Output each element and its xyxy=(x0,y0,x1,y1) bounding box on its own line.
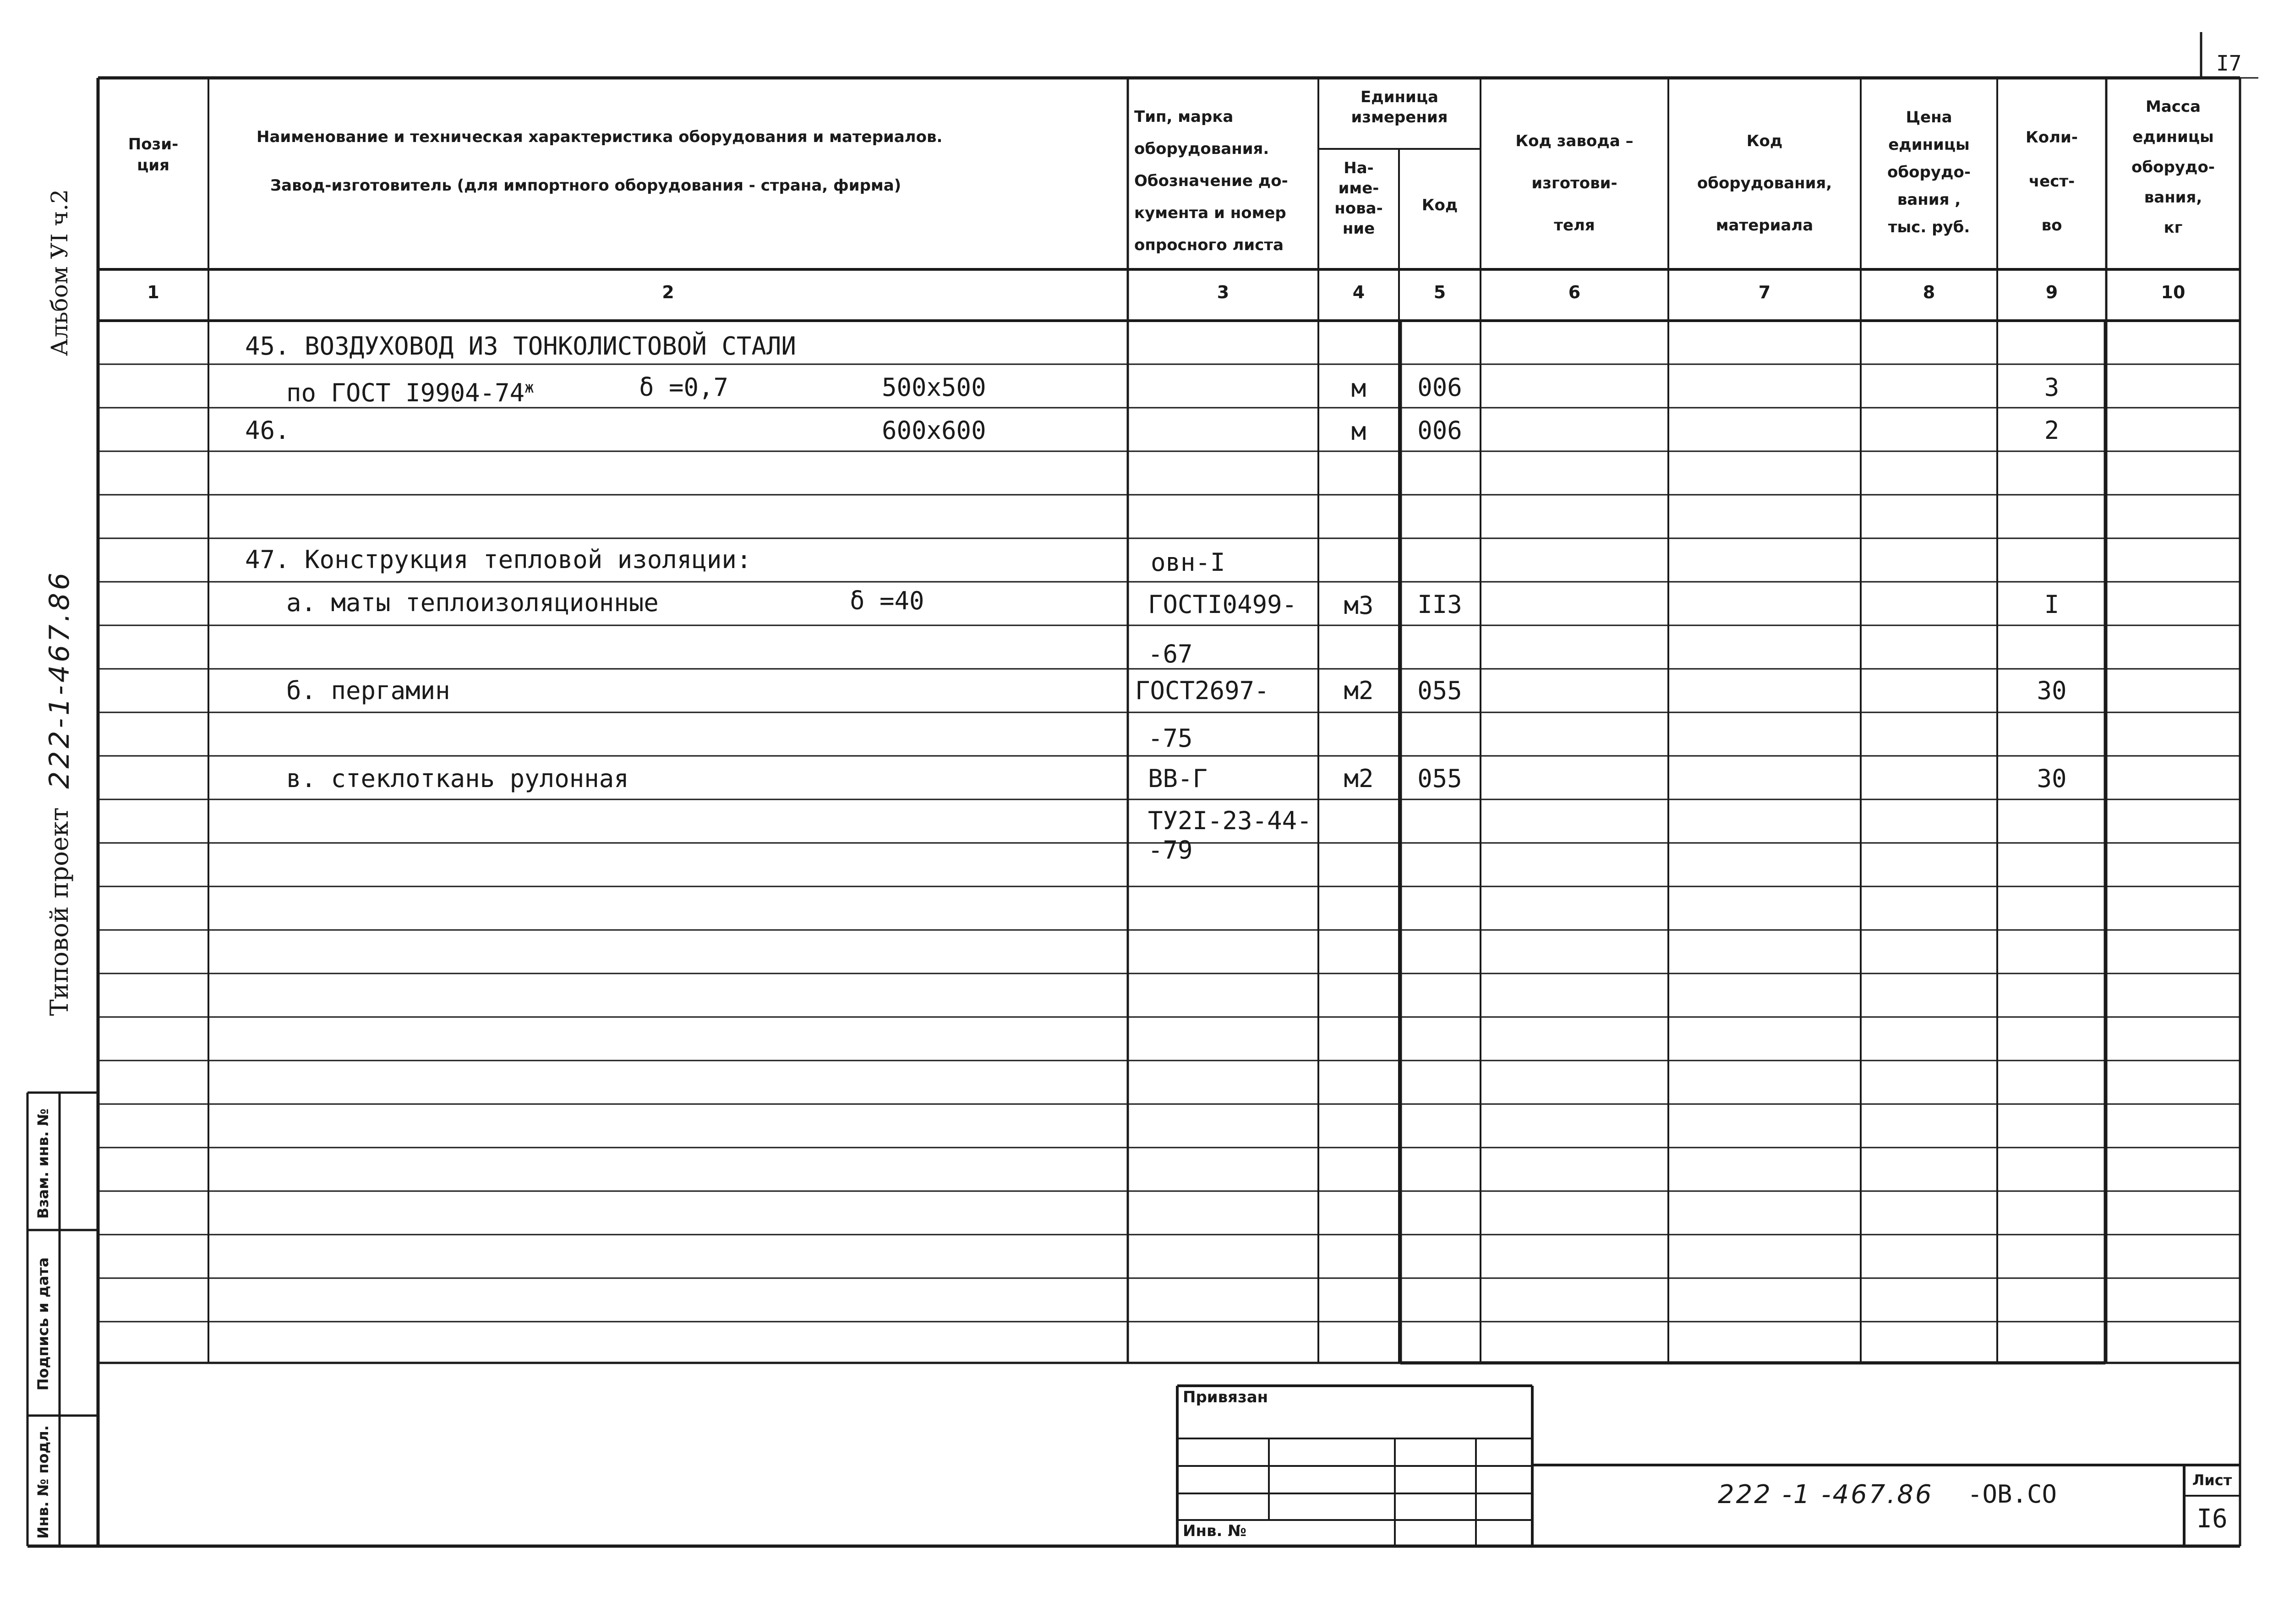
row47a-delta: δ =40 xyxy=(850,586,924,615)
col-number-1: 1 xyxy=(147,282,159,302)
row45-size: 500x500 xyxy=(882,373,986,402)
row47c-type-line1: ВВ-Г xyxy=(1148,764,1208,793)
row47-title: 47. Конструкция тепловой изоляции: xyxy=(245,545,752,574)
header-factory-code-line1: Код завода – xyxy=(1515,132,1634,150)
header-mass-line1: Масса xyxy=(2145,98,2201,116)
header-mass-line5: кг xyxy=(2164,219,2183,237)
header-factory-code-line2: изготови- xyxy=(1531,174,1617,192)
podpis-data-label: Подпись и дата xyxy=(34,1257,52,1391)
project-code: 222-1-467.86 xyxy=(44,570,76,789)
row47c-quantity: 30 xyxy=(2037,764,2067,793)
header-unit-name-line1: На- xyxy=(1344,159,1374,177)
header-type-line5: опросного листа xyxy=(1134,236,1284,254)
header-type-line2: оборудования. xyxy=(1134,140,1269,158)
header-name-line1: Наименование и техническая характеристика оборудования и материалов. xyxy=(257,128,943,146)
header-price-line2: единицы xyxy=(1888,136,1970,154)
header-factory-code xyxy=(1481,120,1668,246)
row47b-code: 055 xyxy=(1417,676,1462,705)
vzam-inv-label: Взам. инв. № xyxy=(34,1108,52,1219)
header-unit-name-line2: име- xyxy=(1338,179,1379,197)
sheet-number: I6 xyxy=(2197,1504,2228,1534)
header-name-line2: Завод-изготовитель (для импортного оборудования - страна, фирма) xyxy=(270,176,902,195)
row47b-quantity: 30 xyxy=(2037,676,2067,705)
header-position-line2: ция xyxy=(137,156,169,175)
inv-podl-label: Инв. № подл. xyxy=(34,1425,52,1539)
header-equipment-code xyxy=(1668,120,1861,246)
row45-title: 45. ВОЗДУХОВОД ИЗ ТОНКОЛИСТОВОЙ СТАЛИ xyxy=(245,332,796,361)
row47a-name: а. маты теплоизоляционные xyxy=(286,588,659,617)
header-equipment-code-line3: материала xyxy=(1716,216,1814,235)
row47-type: овн-I xyxy=(1151,548,1225,577)
row46-quantity: 2 xyxy=(2044,416,2060,445)
row45-standard xyxy=(286,374,534,407)
page-number-top: I7 xyxy=(2216,51,2242,76)
header-unit-name xyxy=(1318,158,1399,239)
row47c-type-line2: ТУ2I-23-44- xyxy=(1148,806,1312,835)
header-quantity-line2: чест- xyxy=(2028,172,2075,191)
header-type-line4: кумента и номер xyxy=(1134,204,1286,222)
header-price-line4: вания , xyxy=(1897,191,1961,209)
row46-unit: м xyxy=(1351,417,1366,446)
row47c-code: 055 xyxy=(1417,764,1462,793)
header-unit-code: Код xyxy=(1421,196,1458,214)
header-mass xyxy=(2106,92,2240,243)
header-type-line3: Обозначение до- xyxy=(1134,172,1288,190)
col-number-7: 7 xyxy=(1758,282,1771,302)
row45-code: 006 xyxy=(1417,373,1462,402)
row46-title: 46. xyxy=(245,416,290,445)
row47b-unit: м2 xyxy=(1344,676,1374,705)
col-number-4: 4 xyxy=(1352,282,1365,302)
header-equipment-code-line1: Код xyxy=(1746,132,1783,150)
header-factory-code-line3: теля xyxy=(1554,216,1595,235)
header-unit-name-line3: нова- xyxy=(1334,199,1383,218)
row45-standard-sup: ж xyxy=(525,378,534,397)
row47c-unit: м2 xyxy=(1344,764,1374,793)
row46-code: 006 xyxy=(1417,416,1462,445)
row47c-type-line3: -79 xyxy=(1148,836,1193,864)
row47c-name: в. стеклоткань рулонная xyxy=(286,764,629,793)
row45-unit: м xyxy=(1351,374,1366,403)
row47a-type-line2: -67 xyxy=(1148,640,1193,668)
header-unit-group-line2: измерения xyxy=(1351,108,1448,126)
col-number-6: 6 xyxy=(1568,282,1581,302)
header-quantity xyxy=(1997,115,2106,247)
col-number-9: 9 xyxy=(2045,282,2058,302)
col-number-3: 3 xyxy=(1217,282,1229,302)
stamp-privyazan: Привязан xyxy=(1183,1388,1268,1406)
row46-size: 600x600 xyxy=(882,416,986,445)
header-position xyxy=(98,134,208,176)
header-quantity-line1: Коли- xyxy=(2026,128,2078,147)
header-mass-line2: единицы xyxy=(2132,128,2214,146)
album-label: Альбом УI ч.2 xyxy=(46,189,73,356)
row45-quantity: 3 xyxy=(2044,373,2060,402)
header-unit-group-line1: Единица xyxy=(1361,88,1438,106)
header-unit-group xyxy=(1318,87,1481,127)
col-number-2: 2 xyxy=(662,282,674,302)
project-label: Типовой проект xyxy=(45,807,74,1016)
col-number-5: 5 xyxy=(1433,282,1446,302)
header-price-line3: оборудо- xyxy=(1887,163,1971,181)
row45-standard-text: по ГОСТ I9904-74 xyxy=(286,378,525,407)
header-unit-name-line4: ние xyxy=(1342,219,1375,238)
row47b-name: б. пергамин xyxy=(286,676,450,705)
row45-delta: δ =0,7 xyxy=(639,373,729,402)
header-price xyxy=(1861,104,1997,241)
header-mass-line3: оборудо- xyxy=(2131,158,2215,176)
row47a-type-line1: ГОСТI0499- xyxy=(1148,590,1297,619)
col-number-8: 8 xyxy=(1923,282,1935,302)
header-price-line1: Цена xyxy=(1906,108,1952,126)
header-equipment-code-line2: оборудования, xyxy=(1697,174,1832,192)
header-type xyxy=(1134,101,1317,261)
header-mass-line4: вания, xyxy=(2144,188,2202,207)
row47b-type-line2: -75 xyxy=(1148,724,1193,753)
header-quantity-line3: во xyxy=(2041,216,2062,235)
row47a-unit: м3 xyxy=(1344,591,1374,620)
header-position-line1: Пози- xyxy=(128,135,179,153)
sheet-label: Лист xyxy=(2192,1471,2232,1489)
document-code: 222 -1 -467.86 xyxy=(1718,1480,1934,1509)
row47a-quantity: I xyxy=(2044,590,2060,619)
col-number-10: 10 xyxy=(2161,282,2186,302)
document-suffix: -ОВ.СО xyxy=(1967,1480,2057,1509)
header-price-line5: тыс. руб. xyxy=(1888,218,1970,236)
row47b-type-line1: ГОСТ2697- xyxy=(1135,676,1269,705)
stamp-inv-no: Инв. № xyxy=(1183,1522,1247,1540)
header-type-line1: Тип, марка xyxy=(1134,108,1234,126)
row47a-code: II3 xyxy=(1417,590,1462,619)
